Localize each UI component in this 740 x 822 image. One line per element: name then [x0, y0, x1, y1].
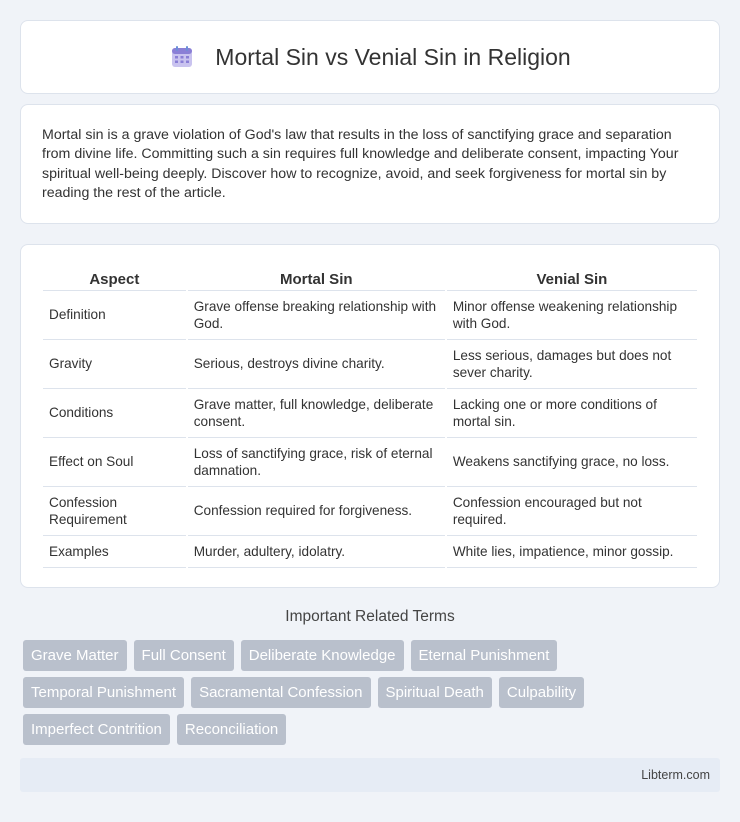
tag-deliberate-knowledge[interactable]: Deliberate Knowledge — [241, 640, 404, 671]
page-title: Mortal Sin vs Venial Sin in Religion — [215, 43, 571, 70]
table-cell-mortal: Murder, adultery, idolatry. — [188, 536, 445, 568]
related-terms-list — [23, 640, 723, 745]
tag-sacramental-confession[interactable]: Sacramental Confession — [191, 677, 370, 708]
comparison-card — [20, 244, 720, 588]
header-aspect: Aspect — [43, 265, 186, 291]
table-cell-mortal: Serious, destroys divine charity. — [188, 340, 445, 389]
table-cell-venial: Lacking one or more conditions of mortal sin. — [447, 389, 697, 438]
header-card — [20, 20, 720, 94]
table-cell-aspect: Definition — [43, 291, 186, 340]
tag-temporal-punishment[interactable]: Temporal Punishment — [23, 677, 184, 708]
header-mortal-sin: Mortal Sin — [188, 265, 445, 291]
tag-spiritual-death[interactable]: Spiritual Death — [378, 677, 492, 708]
table-row — [43, 291, 697, 340]
comparison-table — [41, 265, 699, 568]
table-cell-venial: Minor offense weakening relationship with God. — [447, 291, 697, 340]
table-cell-aspect: Conditions — [43, 389, 186, 438]
related-terms-title: Important Related Terms — [285, 608, 455, 625]
table-row — [43, 536, 697, 568]
table-row — [43, 340, 697, 389]
tag-reconciliation[interactable]: Reconciliation — [177, 714, 286, 745]
intro-card — [20, 104, 720, 224]
table-cell-venial: Weakens sanctifying grace, no loss. — [447, 438, 697, 487]
tag-grave-matter[interactable]: Grave Matter — [23, 640, 127, 671]
table-cell-aspect: Examples — [43, 536, 186, 568]
table-cell-aspect: Confession Requirement — [43, 487, 186, 536]
tag-culpability[interactable]: Culpability — [499, 677, 584, 708]
table-row — [43, 389, 697, 438]
table-row — [43, 438, 697, 487]
table-cell-aspect: Gravity — [43, 340, 186, 389]
table-cell-mortal: Loss of sanctifying grace, risk of eternal damnation. — [188, 438, 445, 487]
tag-eternal-punishment[interactable]: Eternal Punishment — [411, 640, 558, 671]
table-cell-mortal: Grave offense breaking relationship with God. — [188, 291, 445, 340]
tag-imperfect-contrition[interactable]: Imperfect Contrition — [23, 714, 170, 745]
calendar-icon — [169, 44, 195, 70]
table-cell-mortal: Grave matter, full knowledge, deliberate consent. — [188, 389, 445, 438]
footer-site-link[interactable]: Libterm.com — [641, 768, 710, 782]
table-header-row — [43, 265, 697, 291]
table-row — [43, 487, 697, 536]
header-venial-sin: Venial Sin — [447, 265, 697, 291]
table-cell-venial: White lies, impatience, minor gossip. — [447, 536, 697, 568]
table-cell-aspect: Effect on Soul — [43, 438, 186, 487]
table-cell-mortal: Confession required for forgiveness. — [188, 487, 445, 536]
table-cell-venial: Less serious, damages but does not sever charity. — [447, 340, 697, 389]
footer — [20, 758, 720, 792]
table-cell-venial: Confession encouraged but not required. — [447, 487, 697, 536]
intro-text: Mortal sin is a grave violation of God's law that results in the loss of sanctifying grace and separation from divine life. Committing such a sin requires full knowledge and deliberate consent, impacting Your spiritual well-being deeply. Discover how to recognize, avoid, and seek forgiveness for mortal sin by reading the rest of the article. — [42, 127, 679, 201]
tag-full-consent[interactable]: Full Consent — [134, 640, 234, 671]
